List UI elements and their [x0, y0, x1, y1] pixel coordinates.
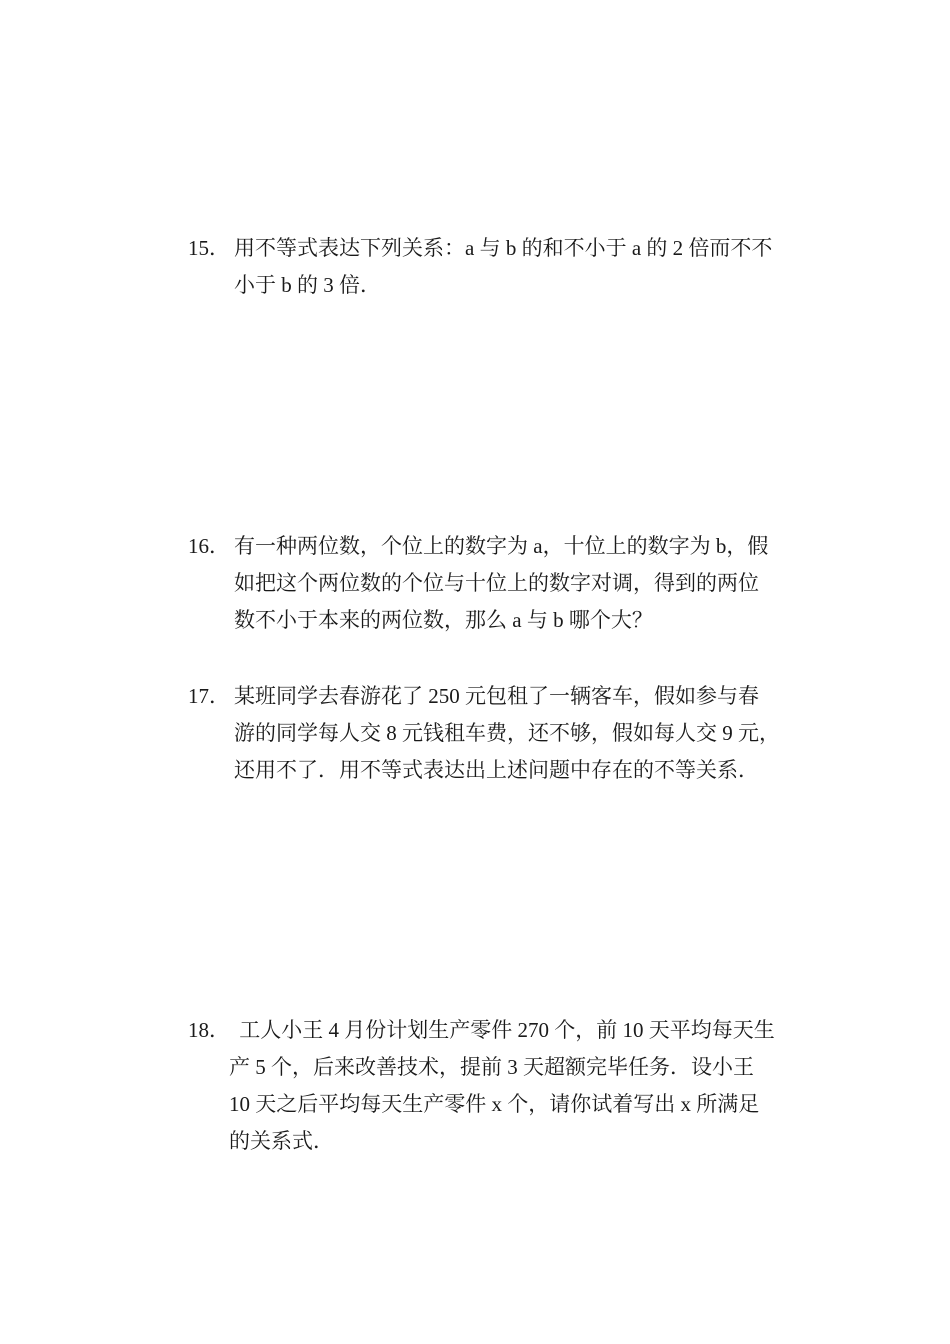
problem-16 [188, 528, 828, 639]
problem-text: 数不小于本来的两位数，那么 a 与 b 哪个大？ [234, 608, 653, 632]
problem-text: 还用不了．用不等式表达出上述问题中存在的不等关系． [234, 758, 759, 782]
problem-line [188, 1012, 828, 1049]
problem-text: 产 5 个，后来改善技术，提前 3 天超额完毕任务．设小王 [229, 1055, 754, 1079]
problem-text: 的关系式． [229, 1129, 334, 1153]
problem-number: 18． [188, 1018, 230, 1042]
problem-text: 小于 b 的 3 倍． [234, 273, 381, 297]
problem-text: 工人小王 4 月份计划生产零件 270 个，前 10 天平均每天生 [234, 1018, 775, 1042]
problem-line [188, 528, 828, 565]
problem-number: 17． [188, 684, 230, 708]
problem-text: 有一种两位数，个位上的数字为 a，十位上的数字为 b，假 [234, 534, 769, 558]
problem-18 [188, 1012, 828, 1160]
problem-text: 游的同学每人交 8 元钱租车费，还不够，假如每人交 9 元， [234, 721, 780, 745]
problem-17 [188, 678, 828, 789]
problem-text: 用不等式表达下列关系：a 与 b 的和不小于 a 的 2 倍而不不 [234, 236, 773, 260]
problem-number: 15． [188, 236, 230, 260]
problem-text: 10 天之后平均每天生产零件 x 个，请你试着写出 x 所满足 [229, 1092, 760, 1116]
problem-line [188, 678, 828, 715]
problem-line [188, 230, 828, 267]
problem-text: 某班同学去春游花了 250 元包租了一辆客车，假如参与春 [234, 684, 759, 708]
problem-15 [188, 230, 828, 304]
problem-text: 如把这个两位数的个位与十位上的数字对调，得到的两位 [234, 571, 759, 595]
problem-number: 16． [188, 534, 230, 558]
